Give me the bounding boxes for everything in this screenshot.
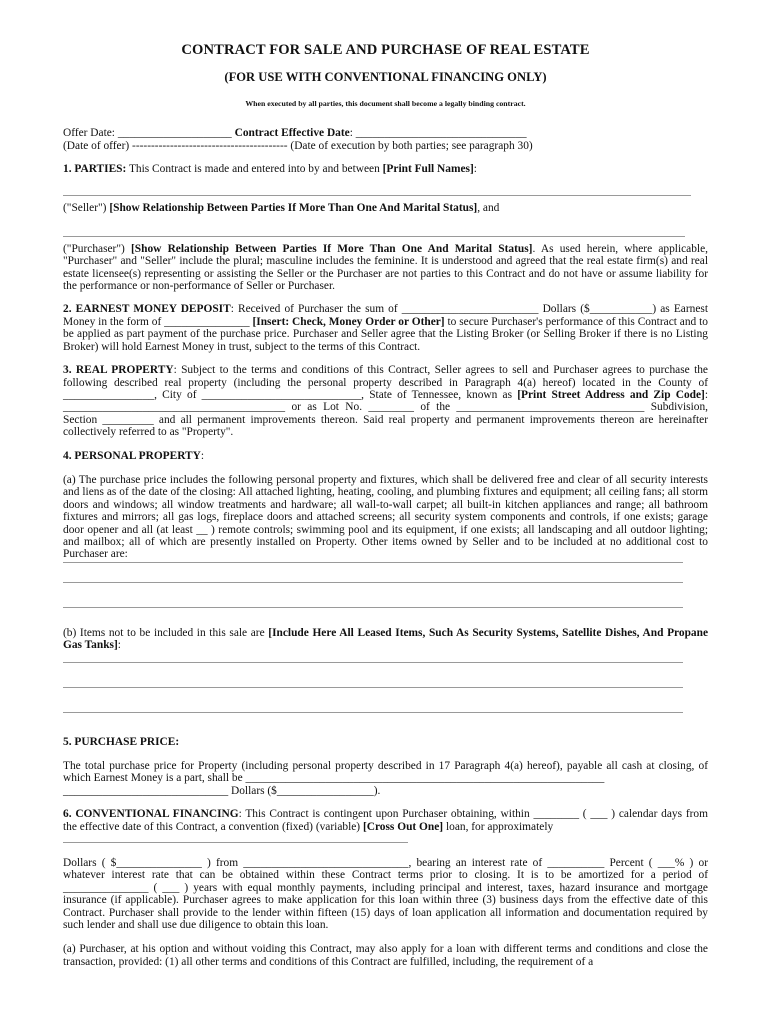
section-4b-text: (b) Items not to be included in this sale are — [63, 626, 269, 639]
seller-and: , and — [477, 202, 500, 215]
section-6-paragraph — [63, 808, 708, 833]
section-1-heading: 1. PARTIES: — [63, 163, 127, 176]
effective-date-blank: : ______________________________ — [349, 127, 527, 140]
section-1-intro — [63, 163, 708, 175]
section-1-colon: : — [473, 163, 477, 176]
section-3-instruction: [Print Street Address and Zip Code] — [517, 388, 705, 401]
section-4b-line-1 — [63, 652, 683, 669]
section-2-paragraph — [63, 303, 708, 353]
section-6-text-1: : This Contract is contingent upon Purchaser obtaining, within ________ ( ___ ) calendar days from the effective date of this Contract, a convention (fixed) (variable) — [63, 808, 708, 833]
seller-label: ("Seller") — [63, 202, 110, 215]
binding-note: When executed by all parties, this document shall become a legally binding contract. — [245, 98, 526, 108]
section-4a-line-3 — [63, 589, 683, 614]
offer-date-label: Offer Date: ____________________ — [63, 127, 232, 140]
section-3-text-1: : Subject to the terms and conditions of this Contract, Seller agrees to sell and Purchaser agrees to purchase the following described real property (including the personal property described in Paragraph 4(a) hereof) located in the County of ________________, City of ____________________________, State of Tennessee, known as — [63, 364, 708, 401]
purchaser-paragraph — [63, 243, 708, 293]
section-4-heading: 4. PERSONAL PROPERTY — [63, 449, 201, 462]
purchaser-name-line — [63, 215, 685, 243]
section-2-heading: 2. EARNEST MONEY DEPOSIT — [63, 303, 231, 316]
offer-date-line — [63, 127, 708, 139]
section-5-paragraph: The total purchase price for Property (including personal property described in 17 Paragraph 4(a) hereof), payable all cash at closing, of which Earnest Money is a part, shall be _______________________________________________________________ — [63, 760, 708, 785]
section-6-loan-paragraph: Dollars ( $_______________ ) from _____________________________, bearing an interest rate of __________ Percent ( ___% ) or whatever interest rate that can be obtained within these Contract terms prior to closing. It is to be amortized for a period of _______________ ( ___ ) years with equal monthly payments, including principal and interest, taxes, hazard insurance and mortgage insurance (if applicable). Purchaser agrees to make application for this loan within three (3) business days from the effective date of this Contract. Purchaser shall provide to the lender within fifteen (15) days of loan application all information and documentation required by such lender and shall use due diligence to obtain this loan. — [63, 857, 708, 932]
effective-date-label: Contract Effective Date — [234, 127, 350, 140]
section-6-amount-line — [63, 833, 408, 849]
document-subtitle: (FOR USE WITH CONVENTIONAL FINANCING ONLY) — [224, 70, 547, 85]
document-title: CONTRACT FOR SALE AND PURCHASE OF REAL ESTATE — [181, 42, 590, 58]
section-6-text-2: loan, for approximately — [443, 820, 554, 833]
purchaser-instruction: [Show Relationship Between Parties If More Than One And Marital Status] — [131, 242, 533, 255]
section-3-paragraph — [63, 364, 708, 438]
section-4b-line-2 — [63, 669, 683, 694]
section-2-instruction: [Insert: Check, Money Order or Other] — [252, 315, 445, 328]
section-2-text-2: to secure Purchaser's performance of this Contract and to be applied as part payment of the purchase price. Purchaser and Seller agree that the Listing Broker (or Selling Broker if there is no Listing Broker) will hold Earnest Money in trust, subject to the terms of this Contract. — [63, 315, 708, 353]
section-4-colon: : — [200, 449, 205, 462]
seller-line — [63, 202, 708, 214]
section-1-instruction: [Print Full Names] — [382, 163, 474, 176]
section-5-heading: 5. PURCHASE PRICE: — [63, 735, 180, 748]
section-2-text-1: : Received of Purchaser the sum of ________________________ Dollars ($___________) as Earnest Money in the form of _______________ — [63, 303, 708, 328]
section-1-text: This Contract is made and entered into by and between — [126, 163, 383, 176]
section-3-heading: 3. REAL PROPERTY — [63, 364, 174, 377]
section-6-heading: 6. CONVENTIONAL FINANCING — [63, 808, 239, 821]
section-4a-line-2 — [63, 563, 683, 589]
section-4b-paragraph — [63, 627, 708, 652]
section-6-instruction: [Cross Out One] — [362, 820, 444, 833]
seller-instruction: [Show Relationship Between Parties If More Than One And Marital Status] — [109, 202, 478, 215]
section-6a-paragraph: (a) Purchaser, at his option and without voiding this Contract, may also apply for a loan with different terms and conditions and close the transaction, provided: (1) all other terms and conditions of this Contract are fulfilled, including, the requirement of a — [63, 943, 708, 968]
purchaser-label: ("Purchaser") — [63, 242, 131, 255]
purchaser-text: . As used herein, where applicable, "Purchaser" and "Seller" include the plural; masculine includes the feminine. It is understood and agreed that the real estate firm(s) and real estate licensee(s) representing or assisting the Seller or the Purchaser are not parties to this Contract and do not have or assume liability for the performance or non-performance of Seller or Purchaser. — [63, 242, 708, 293]
offer-date-caption: (Date of offer) ----------------------------------------- (Date of execution by both parties; see paragraph 30) — [63, 139, 533, 152]
section-4b-colon: : — [117, 639, 121, 652]
section-4a-paragraph: (a) The purchase price includes the following personal property and fixtures, which shall be delivered free and clear of all security interests and liens as of the date of the closing: All attached lighting, heating, cooling, and plumbing fixtures and equipment; all ceiling fans; all storm doors and windows; all window treatments and hardware; all wall-to-wall carpet; all built-in kitchen appliances and range; all bathroom fixtures and mirrors; all gas logs, fireplace doors and attached screens; all security system components and controls, if one exists; garage door opener and all (at least __ ) remote controls; swimming pool and its equipment, if one exists; all landscaping and all outdoor lighting; and mailbox; all of which are presently installed on Property. Other items owned by Seller and to be included at no additional cost to Purchaser are: — [63, 473, 708, 561]
section-5-amount-line: _____________________________ Dollars ($_________________). — [63, 784, 381, 797]
seller-name-line — [63, 175, 691, 202]
section-4b-instruction: [Include Here All Leased Items, Such As Security Systems, Satellite Dishes, And Propane Gas Tanks] — [63, 626, 708, 652]
section-4-heading-line — [63, 450, 708, 462]
section-3-text-2: : _______________________________________ or as Lot No. ________ of the _________________________________ Subdivision, Section _________ and all permanent improvements thereon. Said real property and permanent improvements thereon are hereinafter collectively referred to as "Property". — [63, 388, 709, 439]
section-4b-line-3 — [63, 694, 683, 719]
